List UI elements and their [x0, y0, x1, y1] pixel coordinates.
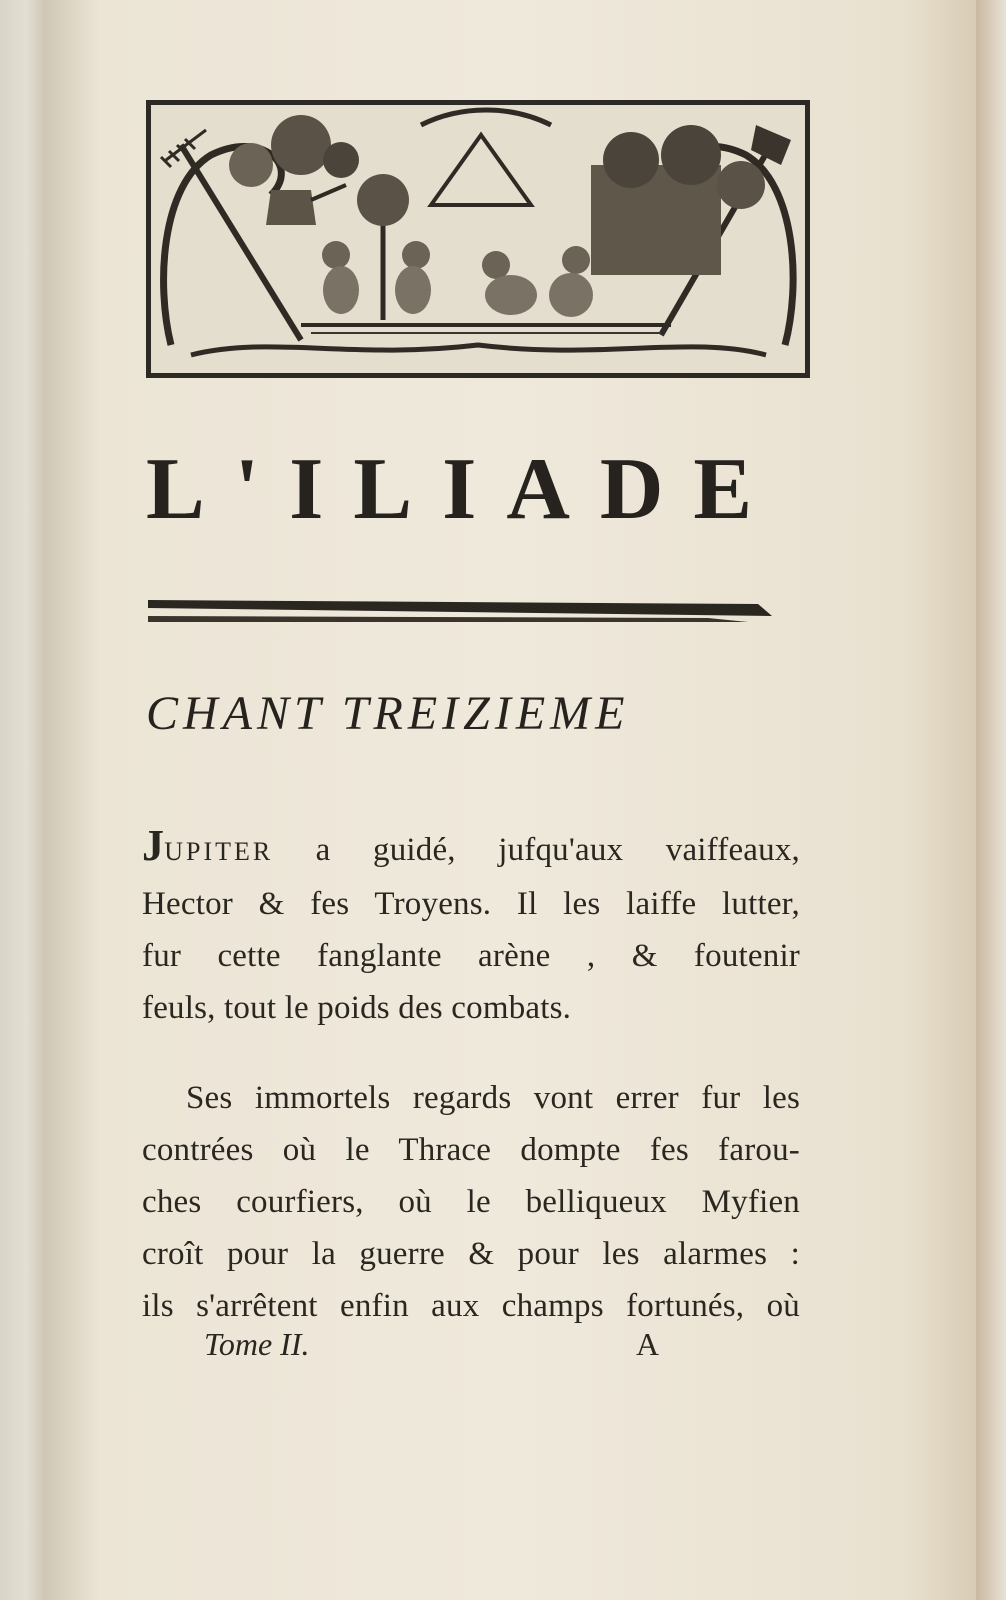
paragraph-2-line-5: ils s'arrêtent enfin aux champs fortunés, où	[142, 1288, 800, 1324]
double-rule-divider	[148, 594, 772, 628]
page-edge	[976, 0, 1006, 1600]
paragraph-1	[142, 820, 800, 1034]
volume-label: Tome II.	[204, 1326, 310, 1362]
paragraph-2	[142, 1072, 800, 1332]
decorative-headpiece-engraving	[146, 100, 810, 378]
paragraph-1-line-1	[142, 820, 800, 878]
paragraph-1-line-2: Hector & fes Troyens. Il les laiffe lutter,	[142, 886, 800, 922]
drop-cap: J	[142, 821, 165, 870]
chapter-heading: CHANT TREIZIEME	[146, 687, 630, 740]
book-title: L'ILIADE	[146, 441, 783, 538]
paragraph-2-line-3: ches courfiers, où le belliqueux Myfien	[142, 1184, 800, 1220]
book-binding	[0, 0, 44, 1600]
paragraph-1-line-1-rest: a guidé, jufqu'aux vaiffeaux,	[273, 832, 800, 868]
paragraph-1-line-4: feuls, tout le poids des combats.	[142, 990, 572, 1026]
paragraph-2-line-1: Ses immortels regards vont errer fur les	[186, 1080, 800, 1116]
small-caps-word: UPITER	[164, 837, 274, 866]
page-footer	[142, 1326, 802, 1374]
paragraph-2-line-2: contrées où le Thrace dompte fes farou-	[142, 1132, 800, 1168]
signature-mark: A	[636, 1326, 660, 1362]
paragraph-2-line-4: croît pour la guerre & pour les alarmes :	[142, 1236, 800, 1272]
paragraph-1-line-3: fur cette fanglante arène , & foutenir	[142, 938, 800, 974]
